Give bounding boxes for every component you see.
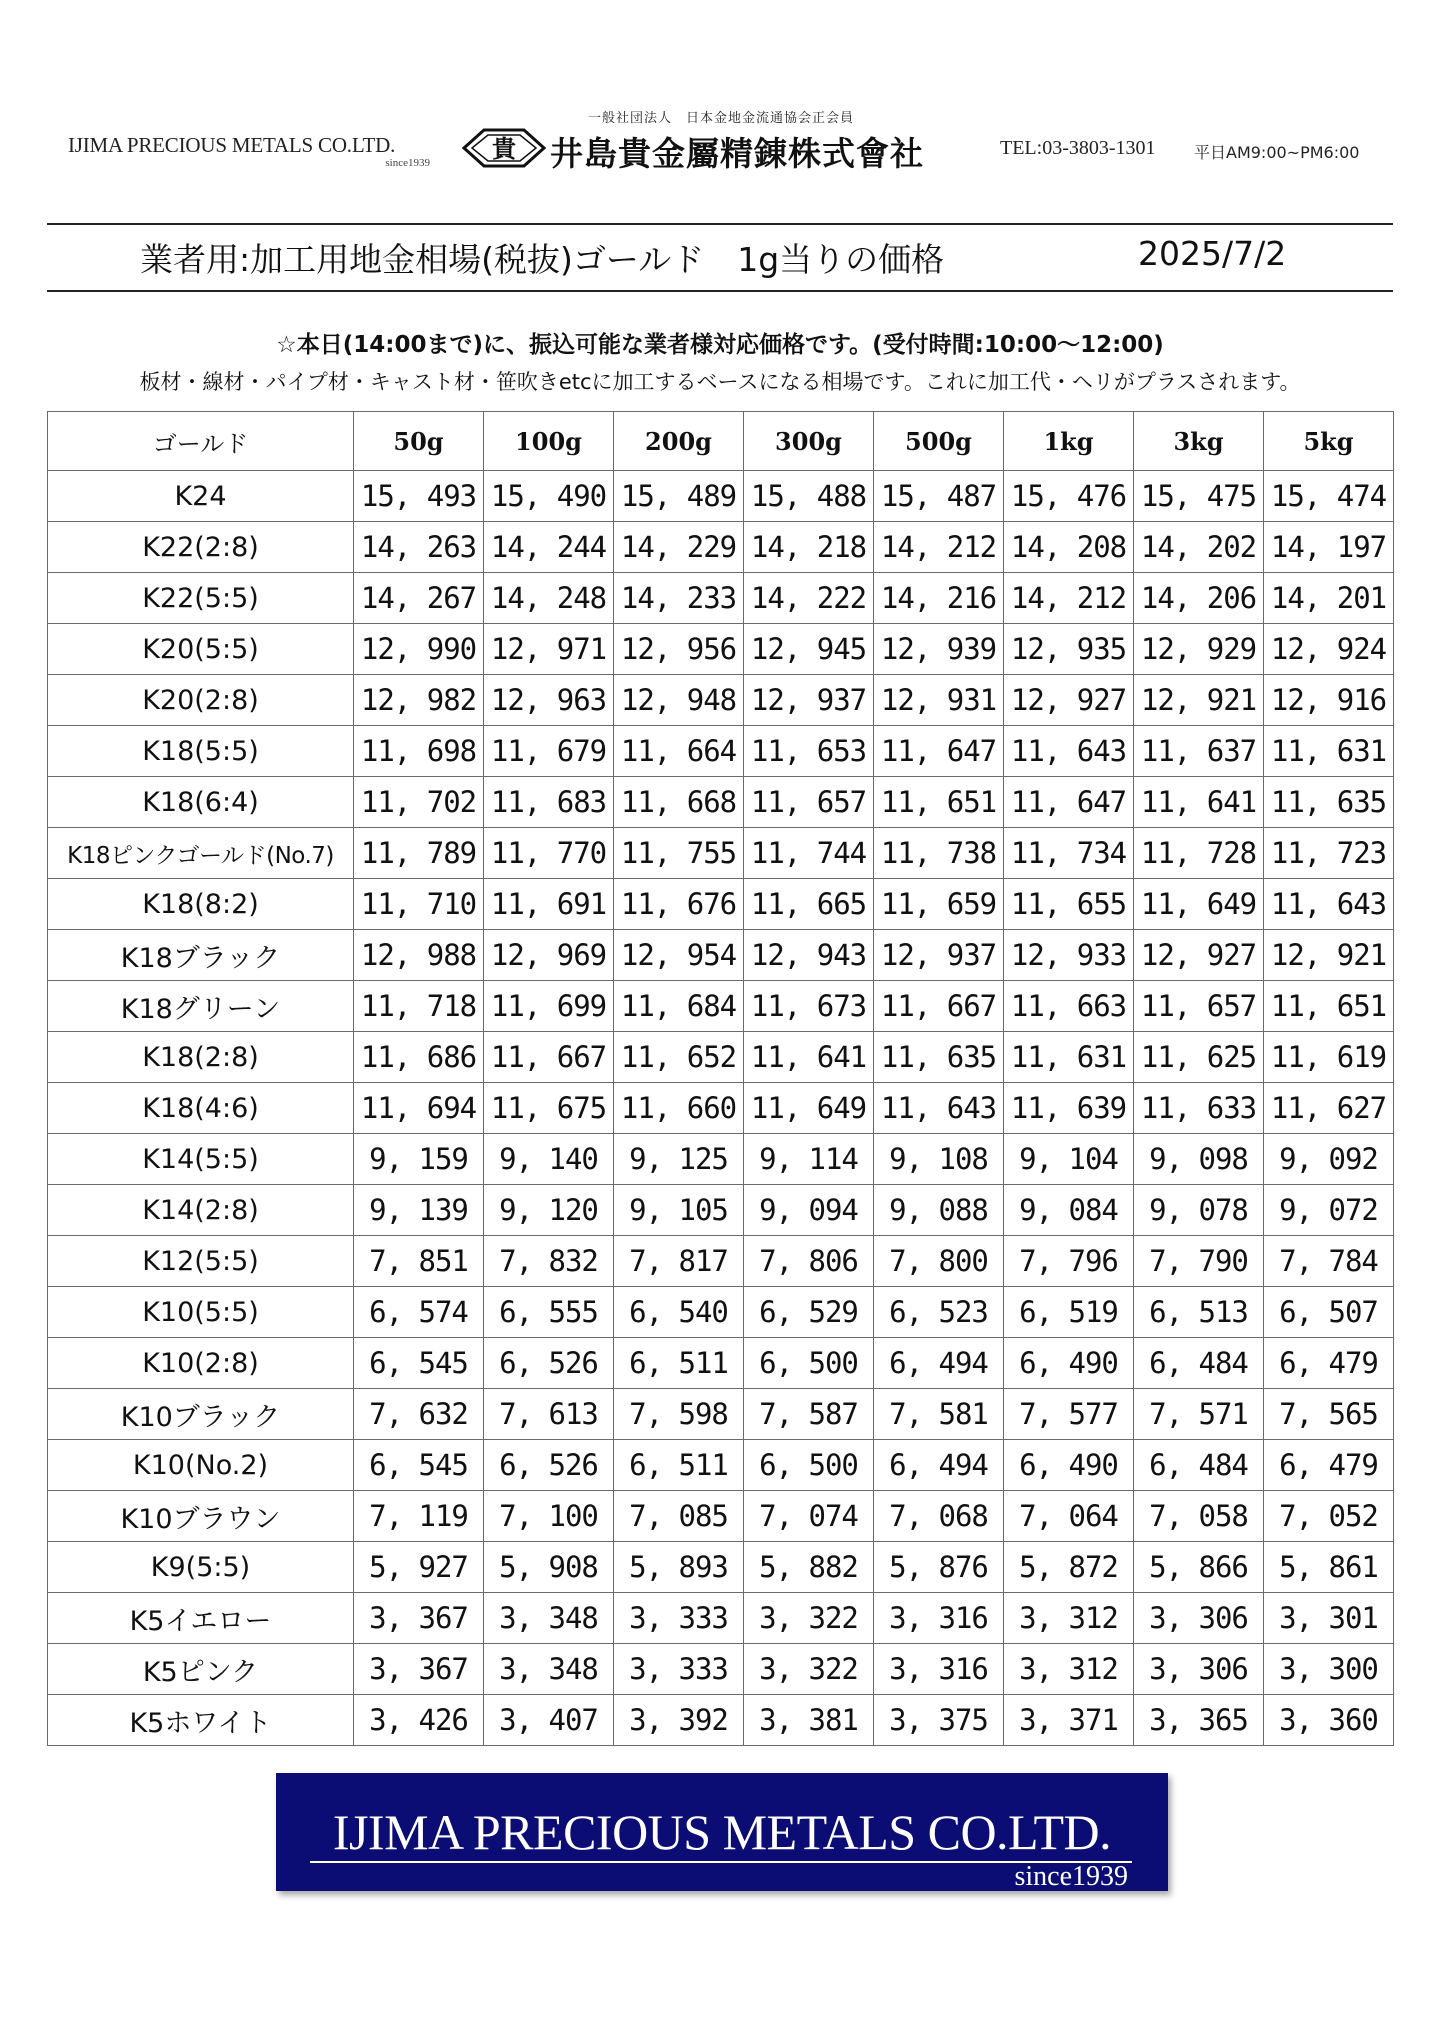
- grade-cell: K10ブラック: [48, 1389, 354, 1440]
- price-cell: 12, 921: [1264, 930, 1394, 981]
- price-cell: 14, 216: [874, 573, 1004, 624]
- price-cell: 11, 710: [354, 879, 484, 930]
- price-cell: 11, 651: [874, 777, 1004, 828]
- header-grade: ゴールド: [48, 412, 354, 471]
- grade-cell: K10(5:5): [48, 1287, 354, 1338]
- price-cell: 11, 702: [354, 777, 484, 828]
- price-cell: 11, 652: [614, 1032, 744, 1083]
- price-cell: 11, 655: [1004, 879, 1134, 930]
- banner-underline: [310, 1861, 1132, 1863]
- price-cell: 11, 676: [614, 879, 744, 930]
- price-cell: 6, 519: [1004, 1287, 1134, 1338]
- price-cell: 3, 365: [1134, 1695, 1264, 1746]
- price-cell: 3, 367: [354, 1593, 484, 1644]
- price-cell: 7, 577: [1004, 1389, 1134, 1440]
- grade-cell: K24: [48, 471, 354, 522]
- price-cell: 12, 982: [354, 675, 484, 726]
- price-cell: 3, 322: [744, 1593, 874, 1644]
- price-cell: 12, 969: [484, 930, 614, 981]
- price-table-body: [48, 471, 1394, 1746]
- phone-number: TEL:03-3803-1301: [1000, 137, 1156, 159]
- price-cell: 6, 511: [614, 1440, 744, 1491]
- price-cell: 9, 078: [1134, 1185, 1264, 1236]
- price-cell: 7, 068: [874, 1491, 1004, 1542]
- price-cell: 9, 094: [744, 1185, 874, 1236]
- title-rule-top: [47, 223, 1393, 225]
- price-cell: 11, 627: [1264, 1083, 1394, 1134]
- price-cell: 11, 631: [1264, 726, 1394, 777]
- price-cell: 11, 699: [484, 981, 614, 1032]
- price-cell: 11, 619: [1264, 1032, 1394, 1083]
- price-cell: 15, 474: [1264, 471, 1394, 522]
- page-title: 業者用:加工用地金相場(税抜)ゴールド 1g当りの価格: [140, 240, 945, 279]
- price-cell: 11, 641: [1134, 777, 1264, 828]
- table-row: [48, 1032, 1394, 1083]
- price-cell: 9, 140: [484, 1134, 614, 1185]
- table-row: [48, 981, 1394, 1032]
- price-cell: 7, 598: [614, 1389, 744, 1440]
- business-hours: 平日AM9:00~PM6:00: [1194, 143, 1360, 162]
- banner-company-name: IJIMA PRECIOUS METALS CO.LTD.: [332, 1804, 1112, 1860]
- price-cell: 6, 494: [874, 1338, 1004, 1389]
- price-cell: 6, 574: [354, 1287, 484, 1338]
- price-cell: 7, 806: [744, 1236, 874, 1287]
- price-cell: 7, 074: [744, 1491, 874, 1542]
- price-cell: 3, 375: [874, 1695, 1004, 1746]
- price-cell: 11, 643: [1004, 726, 1134, 777]
- price-cell: 3, 381: [744, 1695, 874, 1746]
- grade-cell: K18(8:2): [48, 879, 354, 930]
- header-weight: 100g: [484, 412, 614, 471]
- grade-cell: K10(2:8): [48, 1338, 354, 1389]
- grade-cell: K22(5:5): [48, 573, 354, 624]
- price-cell: 6, 490: [1004, 1440, 1134, 1491]
- company-name-jp: 井島貴金屬精錬株式會社: [550, 134, 924, 173]
- price-cell: 11, 625: [1134, 1032, 1264, 1083]
- price-cell: 11, 770: [484, 828, 614, 879]
- price-cell: 7, 565: [1264, 1389, 1394, 1440]
- price-cell: 12, 921: [1134, 675, 1264, 726]
- price-cell: 12, 927: [1134, 930, 1264, 981]
- price-cell: 11, 639: [1004, 1083, 1134, 1134]
- price-cell: 3, 426: [354, 1695, 484, 1746]
- price-cell: 7, 784: [1264, 1236, 1394, 1287]
- price-cell: 14, 248: [484, 573, 614, 624]
- price-cell: 3, 392: [614, 1695, 744, 1746]
- price-cell: 7, 100: [484, 1491, 614, 1542]
- price-cell: 7, 851: [354, 1236, 484, 1287]
- header-weight: 1kg: [1004, 412, 1134, 471]
- brand-left: [68, 133, 430, 169]
- price-cell: 12, 933: [1004, 930, 1134, 981]
- price-cell: 9, 098: [1134, 1134, 1264, 1185]
- price-cell: 5, 872: [1004, 1542, 1134, 1593]
- price-cell: 3, 348: [484, 1593, 614, 1644]
- price-cell: 14, 197: [1264, 522, 1394, 573]
- price-cell: 15, 476: [1004, 471, 1134, 522]
- grade-cell: K18(4:6): [48, 1083, 354, 1134]
- price-cell: 6, 500: [744, 1338, 874, 1389]
- price-cell: 6, 555: [484, 1287, 614, 1338]
- price-cell: 11, 641: [744, 1032, 874, 1083]
- price-cell: 12, 924: [1264, 624, 1394, 675]
- table-header-row: [48, 412, 1394, 471]
- price-cell: 11, 755: [614, 828, 744, 879]
- price-cell: 7, 085: [614, 1491, 744, 1542]
- price-cell: 11, 673: [744, 981, 874, 1032]
- price-cell: 6, 529: [744, 1287, 874, 1338]
- table-row: [48, 471, 1394, 522]
- header-weight: 5kg: [1264, 412, 1394, 471]
- price-cell: 12, 948: [614, 675, 744, 726]
- price-cell: 9, 139: [354, 1185, 484, 1236]
- price-cell: 11, 686: [354, 1032, 484, 1083]
- price-cell: 7, 832: [484, 1236, 614, 1287]
- header-weight: 200g: [614, 412, 744, 471]
- price-cell: 6, 479: [1264, 1440, 1394, 1491]
- price-cell: 11, 637: [1134, 726, 1264, 777]
- price-cell: 14, 212: [1004, 573, 1134, 624]
- price-cell: 11, 667: [484, 1032, 614, 1083]
- table-row: [48, 777, 1394, 828]
- price-cell: 6, 494: [874, 1440, 1004, 1491]
- price-cell: 7, 800: [874, 1236, 1004, 1287]
- table-row: [48, 1542, 1394, 1593]
- price-cell: 7, 587: [744, 1389, 874, 1440]
- price-cell: 3, 306: [1134, 1593, 1264, 1644]
- price-cell: 9, 125: [614, 1134, 744, 1185]
- price-cell: 11, 667: [874, 981, 1004, 1032]
- price-cell: 15, 493: [354, 471, 484, 522]
- price-cell: 3, 306: [1134, 1644, 1264, 1695]
- price-cell: 12, 956: [614, 624, 744, 675]
- price-cell: 11, 734: [1004, 828, 1134, 879]
- price-cell: 3, 316: [874, 1593, 1004, 1644]
- price-cell: 11, 718: [354, 981, 484, 1032]
- table-row: [48, 522, 1394, 573]
- price-cell: 3, 322: [744, 1644, 874, 1695]
- price-cell: 6, 484: [1134, 1338, 1264, 1389]
- table-row: [48, 1593, 1394, 1644]
- price-cell: 9, 088: [874, 1185, 1004, 1236]
- price-cell: 12, 939: [874, 624, 1004, 675]
- price-cell: 11, 683: [484, 777, 614, 828]
- table-row: [48, 1491, 1394, 1542]
- price-cell: 11, 665: [744, 879, 874, 930]
- price-cell: 7, 058: [1134, 1491, 1264, 1542]
- table-row: [48, 1236, 1394, 1287]
- price-cell: 6, 526: [484, 1338, 614, 1389]
- price-cell: 3, 348: [484, 1644, 614, 1695]
- table-row: [48, 828, 1394, 879]
- grade-cell: K5イエロー: [48, 1593, 354, 1644]
- company-banner: [276, 1773, 1168, 1891]
- title-rule-bottom: [47, 290, 1393, 292]
- price-cell: 7, 790: [1134, 1236, 1264, 1287]
- price-cell: 12, 954: [614, 930, 744, 981]
- grade-cell: K18(6:4): [48, 777, 354, 828]
- grade-cell: K5ピンク: [48, 1644, 354, 1695]
- price-cell: 15, 475: [1134, 471, 1264, 522]
- price-cell: 11, 675: [484, 1083, 614, 1134]
- price-cell: 5, 893: [614, 1542, 744, 1593]
- table-row: [48, 1440, 1394, 1491]
- grade-cell: K5ホワイト: [48, 1695, 354, 1746]
- price-cell: 11, 635: [874, 1032, 1004, 1083]
- price-cell: 11, 659: [874, 879, 1004, 930]
- price-cell: 7, 581: [874, 1389, 1004, 1440]
- price-cell: 6, 507: [1264, 1287, 1394, 1338]
- price-cell: 11, 738: [874, 828, 1004, 879]
- price-cell: 11, 647: [874, 726, 1004, 777]
- grade-cell: K18ピンクゴールド(No.7): [48, 828, 354, 879]
- price-cell: 7, 064: [1004, 1491, 1134, 1542]
- price-cell: 3, 360: [1264, 1695, 1394, 1746]
- price-cell: 12, 929: [1134, 624, 1264, 675]
- grade-cell: K18グリーン: [48, 981, 354, 1032]
- price-cell: 14, 218: [744, 522, 874, 573]
- table-row: [48, 624, 1394, 675]
- price-cell: 9, 092: [1264, 1134, 1394, 1185]
- price-cell: 9, 104: [1004, 1134, 1134, 1185]
- price-cell: 7, 571: [1134, 1389, 1264, 1440]
- price-cell: 11, 664: [614, 726, 744, 777]
- price-cell: 11, 647: [1004, 777, 1134, 828]
- price-cell: 6, 526: [484, 1440, 614, 1491]
- price-cell: 14, 206: [1134, 573, 1264, 624]
- price-cell: 15, 490: [484, 471, 614, 522]
- table-row: [48, 1287, 1394, 1338]
- price-cell: 9, 159: [354, 1134, 484, 1185]
- price-cell: 6, 479: [1264, 1338, 1394, 1389]
- table-row: [48, 726, 1394, 777]
- price-cell: 11, 698: [354, 726, 484, 777]
- price-cell: 11, 723: [1264, 828, 1394, 879]
- price-cell: 9, 084: [1004, 1185, 1134, 1236]
- price-cell: 9, 108: [874, 1134, 1004, 1185]
- table-row: [48, 1338, 1394, 1389]
- price-cell: 11, 651: [1264, 981, 1394, 1032]
- price-cell: 12, 916: [1264, 675, 1394, 726]
- price-cell: 15, 489: [614, 471, 744, 522]
- price-cell: 11, 744: [744, 828, 874, 879]
- price-cell: 14, 208: [1004, 522, 1134, 573]
- price-cell: 5, 866: [1134, 1542, 1264, 1593]
- price-cell: 6, 545: [354, 1440, 484, 1491]
- price-cell: 15, 487: [874, 471, 1004, 522]
- notice-line-1: ☆本日(14:00まで)に、振込可能な業者様対応価格です。(受付時間:10:00～12:00): [276, 332, 1164, 358]
- emblem-glyph: 貴: [492, 135, 516, 163]
- table-row: [48, 1185, 1394, 1236]
- table-row: [48, 1389, 1394, 1440]
- price-cell: 5, 908: [484, 1542, 614, 1593]
- price-cell: 12, 931: [874, 675, 1004, 726]
- price-cell: 6, 523: [874, 1287, 1004, 1338]
- price-cell: 12, 990: [354, 624, 484, 675]
- price-cell: 11, 679: [484, 726, 614, 777]
- price-date: 2025/7/2: [1138, 234, 1287, 273]
- notice-line-2: 板材・線材・パイプ材・キャスト材・笹吹きetcに加工するベースになる相場です。これに加工代・ヘリがプラスされます。: [139, 370, 1301, 394]
- grade-cell: K18(2:8): [48, 1032, 354, 1083]
- association-membership: 一般社団法人 日本金地金流通協会正会員: [588, 111, 855, 126]
- grade-cell: K10ブラウン: [48, 1491, 354, 1542]
- price-cell: 6, 545: [354, 1338, 484, 1389]
- price-cell: 12, 945: [744, 624, 874, 675]
- table-row: [48, 879, 1394, 930]
- price-cell: 5, 876: [874, 1542, 1004, 1593]
- grade-cell: K18ブラック: [48, 930, 354, 981]
- price-cell: 6, 540: [614, 1287, 744, 1338]
- grade-cell: K9(5:5): [48, 1542, 354, 1593]
- price-cell: 5, 927: [354, 1542, 484, 1593]
- price-cell: 12, 937: [744, 675, 874, 726]
- price-cell: 9, 120: [484, 1185, 614, 1236]
- price-cell: 11, 643: [1264, 879, 1394, 930]
- price-cell: 11, 631: [1004, 1032, 1134, 1083]
- price-cell: 3, 312: [1004, 1644, 1134, 1695]
- price-cell: 11, 649: [744, 1083, 874, 1134]
- company-name-en: IJIMA PRECIOUS METALS CO.LTD.: [68, 133, 396, 157]
- price-cell: 7, 796: [1004, 1236, 1134, 1287]
- price-cell: 11, 657: [744, 777, 874, 828]
- price-cell: 11, 668: [614, 777, 744, 828]
- grade-cell: K14(5:5): [48, 1134, 354, 1185]
- price-cell: 11, 660: [614, 1083, 744, 1134]
- price-cell: 11, 728: [1134, 828, 1264, 879]
- price-cell: 11, 684: [614, 981, 744, 1032]
- company-since: since1939: [385, 157, 430, 169]
- price-cell: 12, 927: [1004, 675, 1134, 726]
- table-row: [48, 573, 1394, 624]
- price-cell: 6, 484: [1134, 1440, 1264, 1491]
- header-weight: 500g: [874, 412, 1004, 471]
- price-cell: 15, 488: [744, 471, 874, 522]
- price-cell: 3, 316: [874, 1644, 1004, 1695]
- price-cell: 9, 114: [744, 1134, 874, 1185]
- price-cell: 6, 513: [1134, 1287, 1264, 1338]
- price-cell: 3, 333: [614, 1644, 744, 1695]
- price-cell: 14, 201: [1264, 573, 1394, 624]
- company-emblem-icon: [462, 124, 546, 172]
- grade-cell: K10(No.2): [48, 1440, 354, 1491]
- price-cell: 3, 312: [1004, 1593, 1134, 1644]
- price-cell: 14, 222: [744, 573, 874, 624]
- price-cell: 11, 694: [354, 1083, 484, 1134]
- banner-since: since1939: [1014, 1861, 1128, 1892]
- grade-cell: K18(5:5): [48, 726, 354, 777]
- price-cell: 14, 233: [614, 573, 744, 624]
- table-row: [48, 1134, 1394, 1185]
- price-cell: 11, 789: [354, 828, 484, 879]
- price-cell: 14, 267: [354, 573, 484, 624]
- table-row: [48, 1644, 1394, 1695]
- price-cell: 6, 511: [614, 1338, 744, 1389]
- price-cell: 12, 937: [874, 930, 1004, 981]
- price-cell: 12, 963: [484, 675, 614, 726]
- price-cell: 7, 119: [354, 1491, 484, 1542]
- price-cell: 14, 244: [484, 522, 614, 573]
- price-cell: 11, 643: [874, 1083, 1004, 1134]
- price-cell: 5, 882: [744, 1542, 874, 1593]
- price-cell: 12, 971: [484, 624, 614, 675]
- price-cell: 12, 943: [744, 930, 874, 981]
- price-table: [47, 411, 1394, 1746]
- price-cell: 11, 635: [1264, 777, 1394, 828]
- letterhead: [0, 0, 1440, 222]
- price-cell: 12, 935: [1004, 624, 1134, 675]
- grade-cell: K22(2:8): [48, 522, 354, 573]
- price-cell: 7, 632: [354, 1389, 484, 1440]
- price-cell: 14, 263: [354, 522, 484, 573]
- table-row: [48, 930, 1394, 981]
- price-cell: 5, 861: [1264, 1542, 1394, 1593]
- table-row: [48, 1083, 1394, 1134]
- price-cell: 6, 500: [744, 1440, 874, 1491]
- table-row: [48, 675, 1394, 726]
- price-cell: 14, 229: [614, 522, 744, 573]
- price-cell: 7, 613: [484, 1389, 614, 1440]
- table-row: [48, 1695, 1394, 1746]
- price-cell: 14, 212: [874, 522, 1004, 573]
- price-cell: 3, 300: [1264, 1644, 1394, 1695]
- price-cell: 11, 663: [1004, 981, 1134, 1032]
- header-weight: 300g: [744, 412, 874, 471]
- header-weight: 3kg: [1134, 412, 1264, 471]
- price-cell: 11, 633: [1134, 1083, 1264, 1134]
- price-cell: 9, 072: [1264, 1185, 1394, 1236]
- price-cell: 11, 657: [1134, 981, 1264, 1032]
- price-cell: 7, 817: [614, 1236, 744, 1287]
- grade-cell: K14(2:8): [48, 1185, 354, 1236]
- price-cell: 6, 490: [1004, 1338, 1134, 1389]
- price-cell: 11, 653: [744, 726, 874, 777]
- price-cell: 3, 333: [614, 1593, 744, 1644]
- grade-cell: K20(2:8): [48, 675, 354, 726]
- price-cell: 7, 052: [1264, 1491, 1394, 1542]
- price-cell: 3, 367: [354, 1644, 484, 1695]
- price-cell: 11, 691: [484, 879, 614, 930]
- price-cell: 14, 202: [1134, 522, 1264, 573]
- price-cell: 9, 105: [614, 1185, 744, 1236]
- price-cell: 3, 301: [1264, 1593, 1394, 1644]
- grade-cell: K12(5:5): [48, 1236, 354, 1287]
- price-cell: 3, 407: [484, 1695, 614, 1746]
- price-cell: 12, 988: [354, 930, 484, 981]
- price-cell: 11, 649: [1134, 879, 1264, 930]
- grade-cell: K20(5:5): [48, 624, 354, 675]
- header-weight: 50g: [354, 412, 484, 471]
- price-cell: 3, 371: [1004, 1695, 1134, 1746]
